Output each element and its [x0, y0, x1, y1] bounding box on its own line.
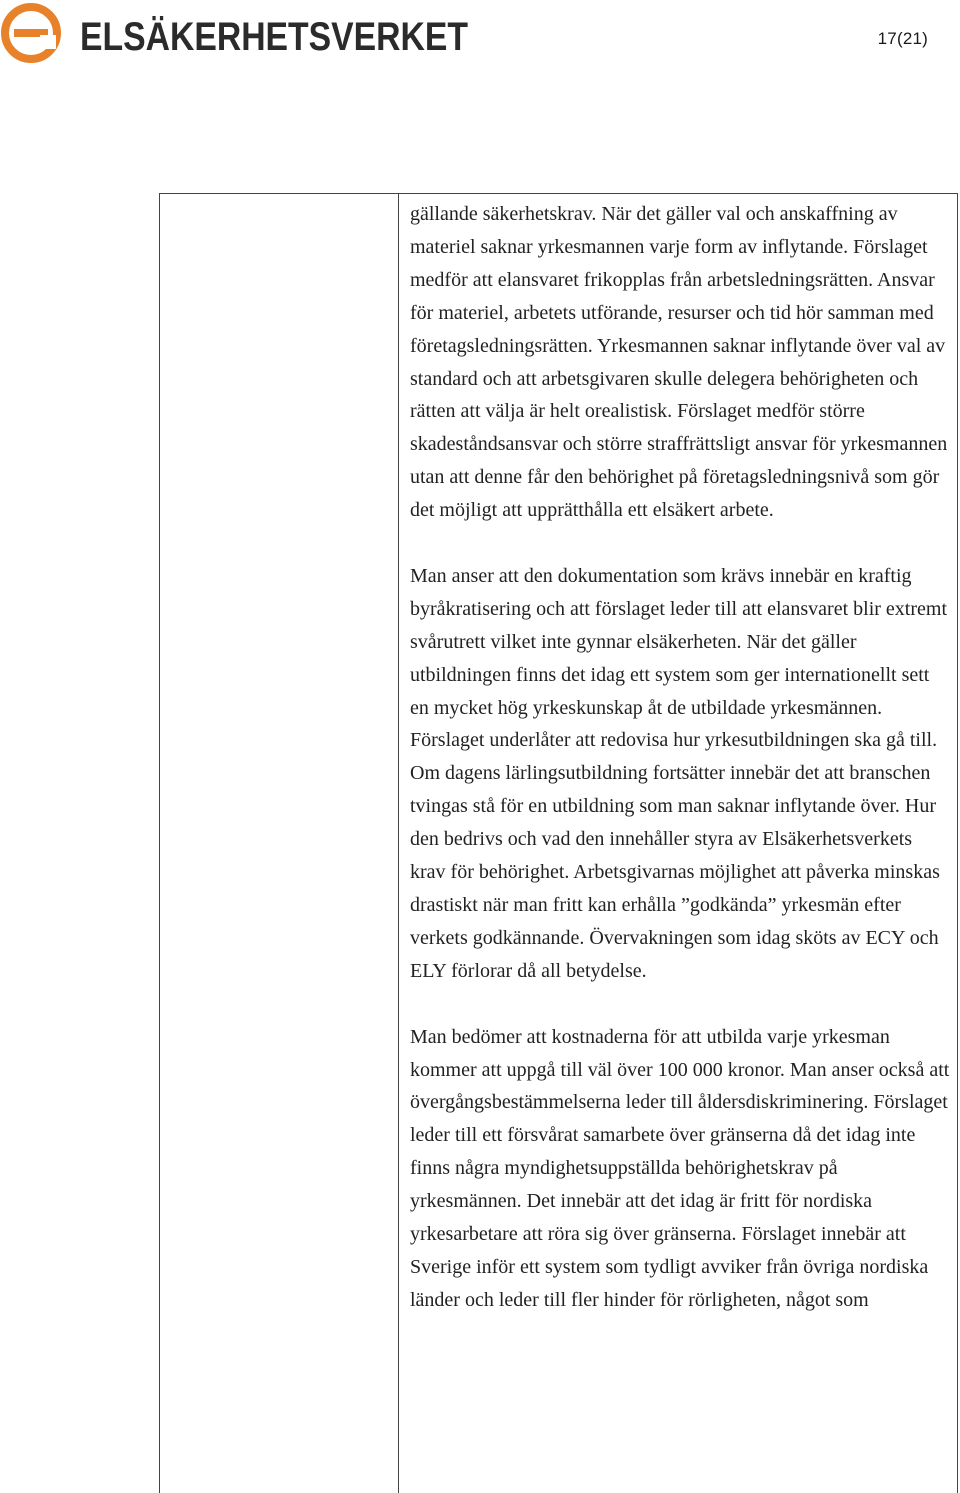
- page-number: 17(21): [877, 29, 928, 48]
- body-paragraph-1: gällande säkerhetskrav. När det gäller val och anskaffning av materiel saknar yrkesmannen varje form av inflytande. Förslaget medför att elansvaret frikopplas från arbetsledningsrätten. Ansvar för materiel, arbetets utförande, resurser och tid hör samman med företagsledningsrätten. Yrkesmannen saknar inflytande över val av standard och att arbetsgivaren skulle delegera behörigheten och rätten att välja är helt orealistisk. Förslaget medför större skadeståndsansvar och större straffrättsligt ansvar för yrkesmannen utan att denne får den behörighet på företagsledningsnivå som gör det möjligt att upprätthålla ett elsäkert arbete.: [410, 203, 948, 522]
- logo-wordmark: [80, 14, 470, 59]
- elsakerhetsverket-logo-icon: [0, 2, 62, 64]
- content-table: [159, 193, 958, 1493]
- body-paragraph-2: Man anser att den dokumentation som krävs innebär en kraftig byråkratisering och att förslaget leder till att elansvaret blir extremt svårutrett vilket inte gynnar elsäkerheten. När det gäller utbildningen finns det idag ett system som ger internationellt sett en mycket hög yrkeskunskap åt de utbildade yrkesmännen. Förslaget underlåter att redovisa hur yrkesutbildningen ska gå till. Om dagens lärlingsutbildning fortsätter innebär det att branschen tvingas stå för en utbildning som man saknar inflytande över. Hur den bedrivs och vad den innehåller styra av Elsäkerhetsverkets krav för behörighet. Arbetsgivarnas möjlighet att påverka minskas drastiskt när man fritt kan erhålla ”godkända” yrkesmän efter verkets godkännande. Övervakningen som idag sköts av ECY och ELY förlorar då all betydelse.: [410, 564, 948, 982]
- body-paragraph-3: Man bedömer att kostnaderna för att utbilda varje yrkesman kommer att uppgå till väl över 100 000 kronor. Man anser också att övergångsbestämmelserna leder till åldersdiskriminering. Förslaget leder till ett försvårat samarbete över gränserna då det idag inte finns några myndighetsuppställda behörighetskrav på yrkesmännen. Det innebär att det idag är fritt för nordiska yrkesarbetare att röra sig över gränserna. Förslaget innebär att Sverige inför ett system som tydligt avviker från övriga nordiska länder och leder till fler hinder för rörligheten, något som: [410, 1025, 950, 1311]
- page-header: [0, 0, 960, 80]
- svg-text:ELSÄKERHETSVERKET: ELSÄKERHETSVERKET: [80, 15, 468, 59]
- table-right-cell: [410, 198, 950, 1317]
- table-left-cell: [160, 194, 399, 1493]
